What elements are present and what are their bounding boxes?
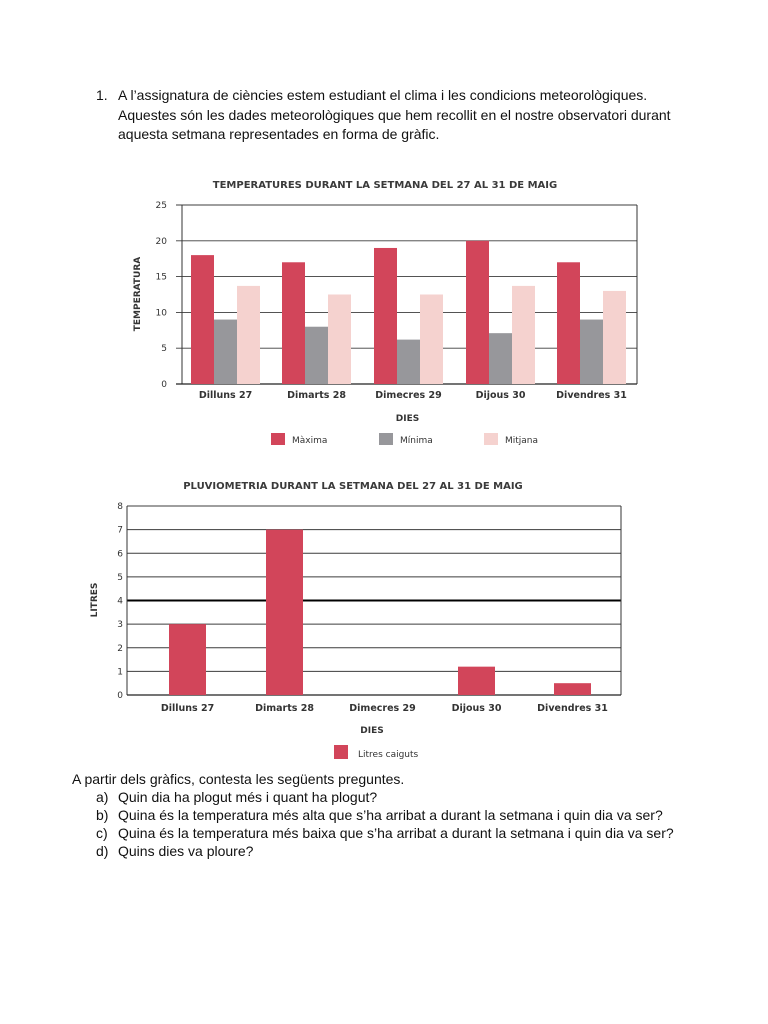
bar-m-nima: [489, 333, 512, 384]
x-tick-label: Dimecres 29: [349, 703, 416, 714]
x-tick-label: Dimecres 29: [375, 390, 442, 401]
chart-title: PLUVIOMETRIA DURANT LA SETMANA DEL 27 AL 31 DE MAIG: [183, 481, 523, 492]
bar-m-nima: [214, 320, 237, 384]
bar-mitjana: [512, 286, 535, 384]
question-list: [72, 788, 712, 860]
x-tick-label: Dijous 30: [451, 703, 502, 714]
legend-swatch: [334, 745, 348, 759]
questions-lead: A partir dels gràfics, contesta les següents preguntes.: [72, 771, 405, 787]
y-tick-label: 20: [155, 236, 167, 247]
bar-m-xima: [466, 241, 489, 384]
x-tick-label: Divendres 31: [537, 703, 608, 714]
intro-line: A l’assignatura de ciències estem estudiant el clima i les condicions meteorològiques.: [118, 87, 648, 103]
question-text: Quina és la temperatura més baixa que s’ha arribat a durant la setmana i quin dia va ser?: [118, 825, 674, 841]
y-tick-label: 2: [117, 643, 123, 654]
bar-mitjana: [603, 291, 626, 384]
bar-litres-caiguts: [266, 530, 303, 695]
legend-label: Mitjana: [505, 436, 539, 446]
x-axis-label: DIES: [360, 726, 384, 736]
rainfall-chart: [0, 473, 768, 765]
y-axis-label: LITRES: [90, 582, 100, 618]
y-tick-label: 5: [161, 344, 167, 355]
question-item: [72, 788, 712, 806]
bar-litres-caiguts: [554, 683, 591, 695]
x-tick-label: Dimarts 28: [287, 390, 346, 401]
bar-litres-caiguts: [458, 667, 495, 695]
legend-label: Màxima: [292, 436, 328, 446]
chart-title: TEMPERATURES DURANT LA SETMANA DEL 27 AL 31 DE MAIG: [212, 180, 558, 191]
y-tick-label: 0: [117, 691, 123, 701]
y-tick-label: 0: [161, 380, 167, 390]
question-text: Quins dies va ploure?: [118, 843, 254, 859]
y-axis-label: TEMPERATURA: [133, 256, 143, 332]
y-tick-label: 6: [117, 549, 123, 560]
legend-label: Mínima: [400, 436, 433, 446]
questions: [72, 770, 712, 860]
question-item: [72, 806, 712, 824]
y-tick-label: 5: [117, 572, 123, 583]
legend-swatch: [484, 433, 498, 445]
y-tick-label: 3: [117, 620, 123, 631]
bar-m-xima: [282, 262, 305, 384]
y-tick-label: 15: [155, 272, 167, 283]
y-tick-label: 8: [117, 502, 123, 512]
bar-mitjana: [328, 295, 351, 385]
question-letter: b): [96, 807, 109, 823]
x-axis-label: DIES: [395, 414, 420, 424]
intro-line: aquesta setmana representades en forma de gràfic.: [118, 126, 440, 142]
x-tick-label: Dijous 30: [475, 390, 526, 401]
question-letter: c): [96, 825, 108, 841]
question-item: [72, 824, 712, 842]
question-text: Quina és la temperatura més alta que s’ha arribat a durant la setmana i quin dia va ser?: [118, 807, 663, 823]
exercise-number: 1.: [96, 87, 108, 103]
x-tick-label: Divendres 31: [556, 390, 627, 401]
y-tick-label: 1: [117, 667, 123, 678]
question-letter: d): [96, 843, 109, 859]
bar-litres-caiguts: [169, 624, 206, 695]
y-tick-label: 25: [155, 201, 167, 211]
legend-label: Litres caiguts: [358, 750, 419, 760]
x-tick-label: Dimarts 28: [255, 703, 314, 714]
x-tick-label: Dilluns 27: [160, 703, 215, 714]
bar-m-xima: [374, 248, 397, 384]
y-tick-label: 4: [117, 596, 123, 607]
temperature-chart: [0, 170, 768, 455]
bar-m-xima: [557, 262, 580, 384]
y-tick-label: 7: [117, 525, 123, 536]
question-letter: a): [96, 789, 109, 805]
x-tick-label: Dilluns 27: [198, 390, 253, 401]
bar-m-nima: [580, 320, 603, 384]
bar-m-xima: [191, 255, 214, 384]
y-tick-label: 10: [155, 308, 167, 319]
legend-swatch: [271, 433, 285, 445]
legend-swatch: [379, 433, 393, 445]
bar-m-nima: [397, 340, 420, 384]
bar-mitjana: [420, 295, 443, 385]
intro-text: [118, 86, 698, 145]
question-text: Quin dia ha plogut més i quant ha plogut?: [118, 789, 378, 805]
question-item: [72, 842, 712, 860]
bar-m-nima: [305, 327, 328, 384]
intro-line: Aquestes són les dades meteorològiques que hem recollit en el nostre observatori durant: [118, 106, 671, 123]
bar-mitjana: [237, 286, 260, 384]
